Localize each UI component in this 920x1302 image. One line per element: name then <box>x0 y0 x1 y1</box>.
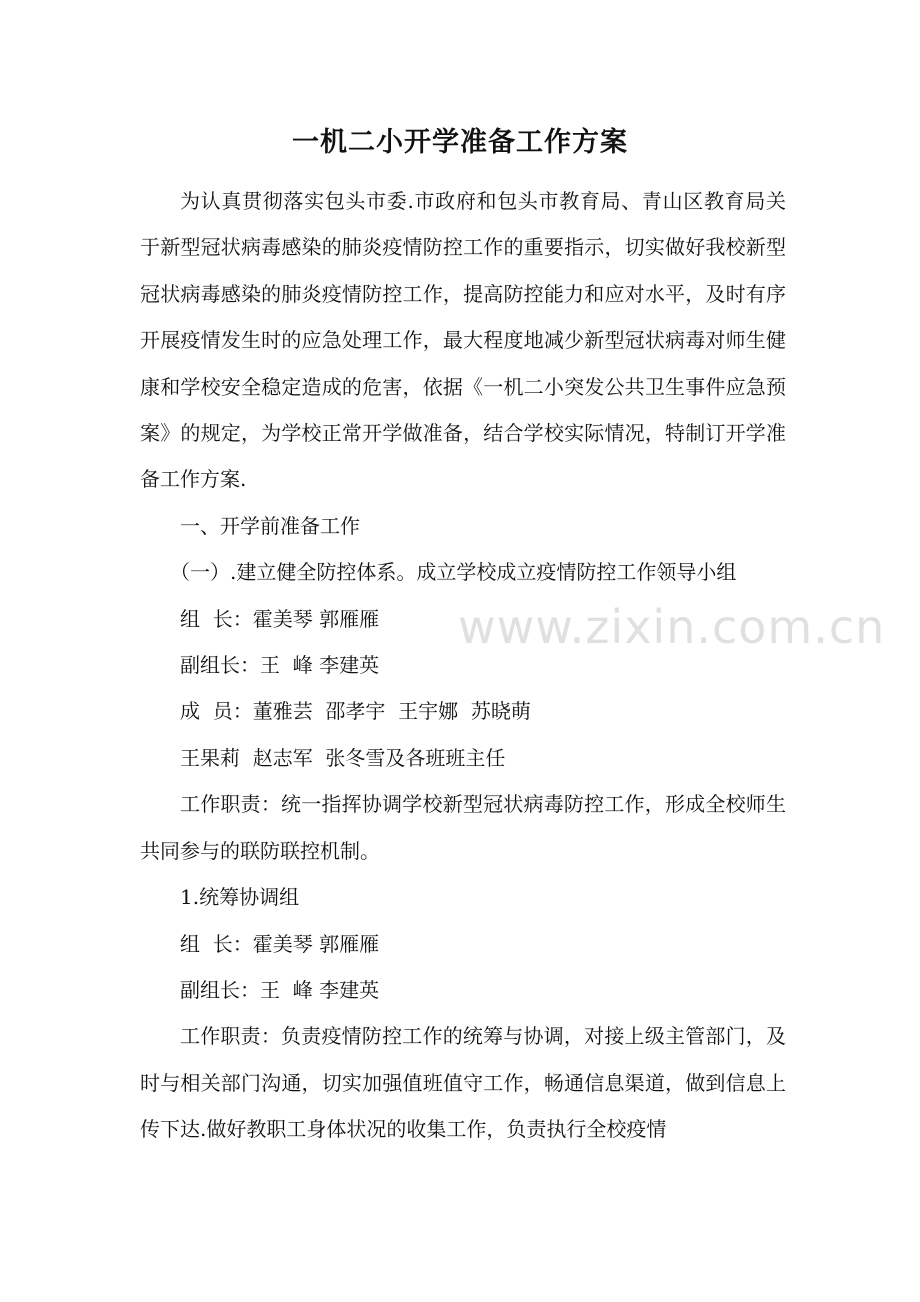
members-line-continued: 王果莉 赵志军 张冬雪及各班班主任 <box>180 745 506 770</box>
watermark: www.zixin.com.cn <box>458 600 886 654</box>
group-leader-line: 组 长：霍美琴 郭雁雁 <box>180 931 380 956</box>
section-heading-1: 一、开学前准备工作 <box>180 513 360 538</box>
subsection-heading-1: （一）.建立健全防控体系。成立学校成立疫情防控工作领导小组 <box>170 560 737 585</box>
group-deputy-leader-line: 副组长：王 峰 李建英 <box>180 977 380 1002</box>
duties-paragraph: 工作职责：统一指挥协调学校新型冠状病毒防控工作，形成全校师生共同参与的联防联控机制。 <box>140 792 786 863</box>
group-duties-paragraph: 工作职责：负责疫情防控工作的统筹与协调，对接上级主管部门，及时与相关部门沟通，切实加强值班值守工作，畅通信息渠道，做到信息上传下达.做好教职工身体状况的收集工作，负责执行全校疫情 <box>140 1024 786 1142</box>
group-heading-1: 1.统筹协调组 <box>180 885 300 910</box>
deputy-leader-line: 副组长：王 峰 李建英 <box>180 653 380 678</box>
document-title: 一机二小开学准备工作方案 <box>292 127 628 158</box>
members-line: 成 员：董雅芸 邵孝宇 王宇娜 苏晓萌 <box>180 699 531 724</box>
intro-paragraph: 为认真贯彻落实包头市委.市政府和包头市教育局、青山区教育局关于新型冠状病毒感染的肺炎疫情防控工作的重要指示，切实做好我校新型冠状病毒感染的肺炎疫情防控工作，提高防控能力和应对水平，及时有序开展疫情发生时的应急处理工作，最大程度地减少新型冠状病毒对师生健康和学校安全稳定造成的危害，依据《一机二小突发公共卫生事件应急预案》的规定，为学校正常开学做准备，结合学校实际情况，特制订开学准备工作方案. <box>140 189 786 492</box>
document-body <box>140 178 786 1153</box>
leader-line: 组 长：霍美琴 郭雁雁 <box>180 606 380 631</box>
